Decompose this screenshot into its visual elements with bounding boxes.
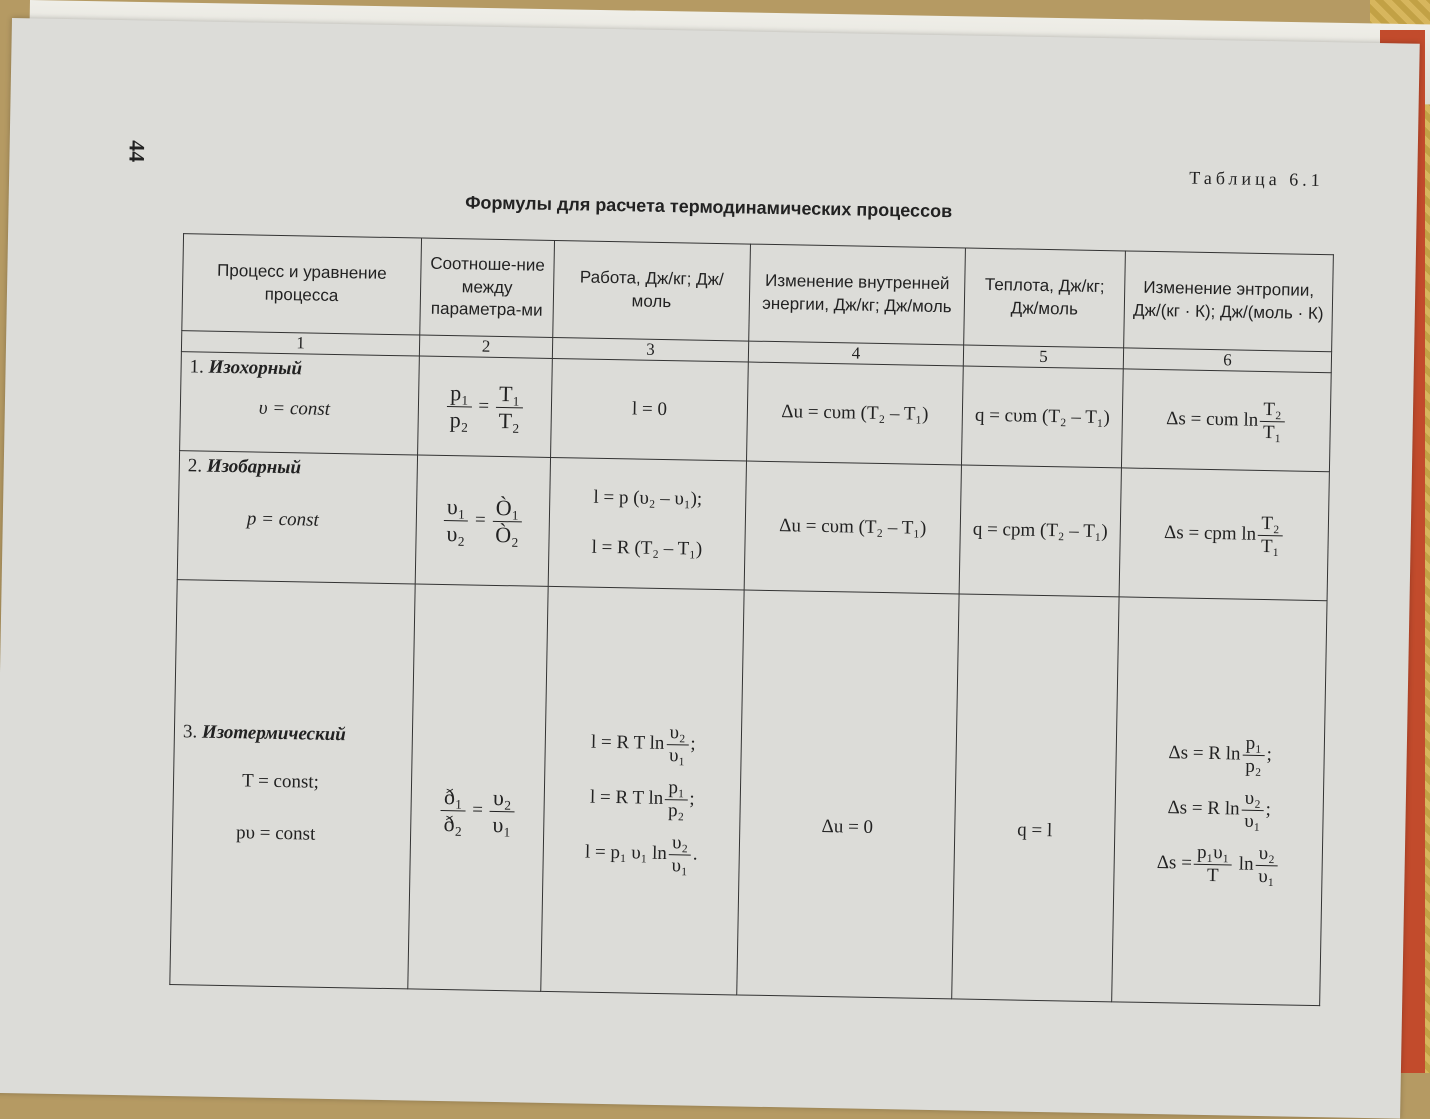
table-row (177, 451, 1329, 601)
header-entropy: Изменение энтропии, Дж/(кг · К); Дж/(моль · К) (1124, 251, 1334, 352)
relation-cell: $\frac{\text{p₁}}{\text{p₂}}$ = $\frac{\text{T₁}}{\text{T₂}}$ (418, 356, 553, 457)
table-row (170, 580, 1327, 1006)
header-relation: Соотноше-ние между параметра-ми (420, 238, 555, 337)
header-heat: Теплота, Дж/кг; Дж/моль (964, 248, 1126, 348)
process-cell: 1. Изохорный υ = const (180, 352, 420, 455)
work-cell: l = R T ln $\frac{\text{υ₂}}{\text{υ₁}}$ ; l = R T ln $\frac{\text{p₁}}{\text{p₂}}$ ; l = p₁ υ₁ ln $\frac{\text{υ₂}}{\text{υ₁}}$ . (541, 586, 744, 995)
column-number: 1 (181, 331, 419, 356)
internal-energy-cell: Δu = cυm (T₂ – T₁) (747, 362, 964, 465)
process-equation: pυ = const (235, 822, 316, 845)
thermo-table (169, 233, 1334, 1006)
process-equation: T = const; (241, 770, 320, 793)
header-internal-energy: Изменение внутренней энергии, Дж/кг; Дж/моль (749, 244, 966, 345)
column-number: 5 (963, 345, 1123, 369)
entropy-cell: Δs = cpm ln $\frac{\text{T₂}}{\text{T₁}}$ (1119, 468, 1329, 601)
process-cell: 3. Изотермический T = const; pυ = const (170, 580, 415, 989)
page-number: 44 (124, 140, 150, 163)
work-cell: l = 0 (551, 358, 749, 461)
heat-cell: q = l (952, 594, 1119, 1002)
entropy-cell: Δs = cυm ln $\frac{\text{T₂}}{\text{T₁}}$ (1121, 369, 1331, 472)
book-page (0, 18, 1420, 1119)
table-title: Формулы для расчета термодинамических процессов (464, 192, 953, 222)
header-work: Работа, Дж/кг; Дж/моль (553, 240, 751, 341)
process-equation: p = const (246, 508, 319, 531)
relation-cell: $\frac{\text{ð₁}}{\text{ð₂}}$ = $\frac{\text{υ₂}}{\text{υ₁}}$ (408, 584, 548, 991)
work-cell: l = p (υ₂ – υ₁); l = R (T₂ – T₁) (548, 457, 746, 590)
column-number: 6 (1123, 348, 1331, 373)
internal-energy-cell: Δu = 0 (737, 590, 959, 999)
entropy-cell: Δs = R ln $\frac{\text{p₁}}{\text{p₂}}$ ; Δs = R ln $\frac{\text{υ₂}}{\text{υ₁}}$ ; Δs = $\frac{\text{p₁υ₁}}{T}$ ln $\frac{\text{υ₂}}{\text{υ₁}}$ (1112, 597, 1327, 1006)
table-label: Таблица 6.1 (1189, 167, 1324, 191)
relation-cell: $\frac{\text{υ₁}}{\text{υ₂}}$ = $\frac{\text{Ò₁}}{\text{Ò₂}}$ (415, 455, 550, 586)
header-process: Процесс и уравнение процесса (182, 234, 422, 335)
internal-energy-cell: Δu = cυm (T₂ – T₁) (744, 461, 961, 594)
heat-cell: q = cυm (T₂ – T₁) (961, 366, 1123, 468)
column-number: 3 (552, 337, 748, 362)
process-name: Изохорный (208, 356, 303, 380)
process-cell: 2. Изобарный p = const (177, 451, 417, 584)
heat-cell: q = cpm (T₂ – T₁) (959, 465, 1121, 597)
process-name: Изотермический (201, 721, 347, 746)
process-equation: υ = const (258, 397, 331, 420)
column-number: 4 (748, 341, 963, 366)
process-name: Изобарный (206, 455, 302, 479)
column-number: 2 (419, 335, 552, 358)
